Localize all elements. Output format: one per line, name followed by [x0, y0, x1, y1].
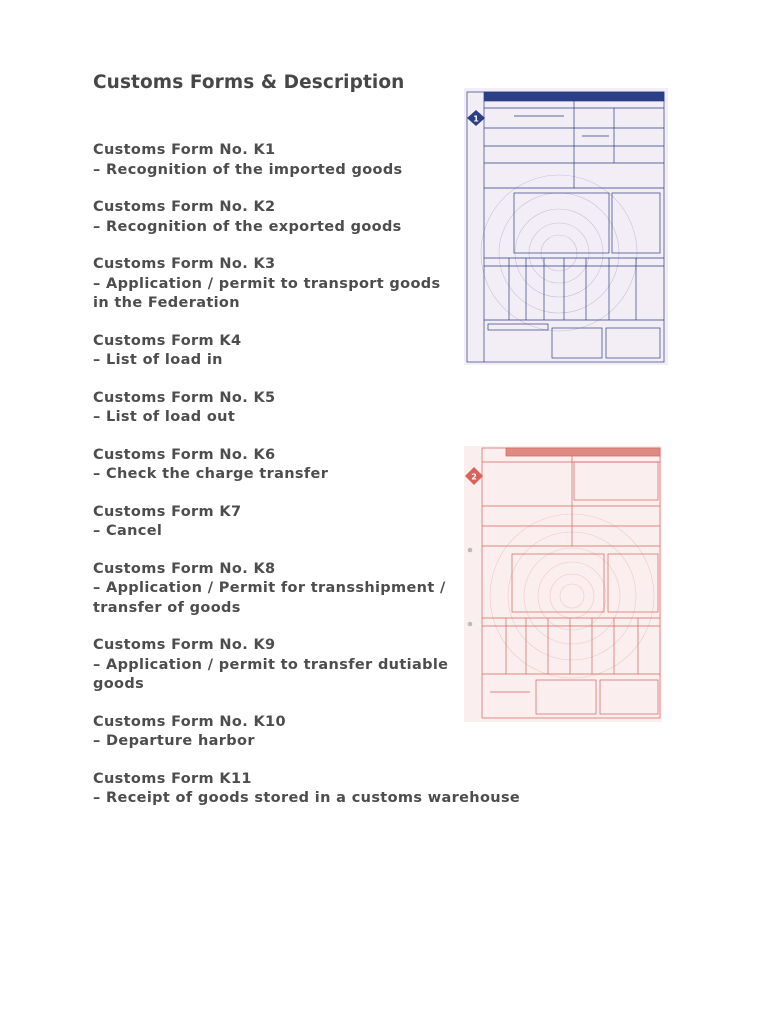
form-name: Customs Form No. K10 — [93, 713, 286, 730]
form-name: Customs Form No. K1 — [93, 142, 276, 158]
customs-form-scan-image-2 — [464, 446, 662, 722]
form-name: Customs Form No. K9 — [93, 637, 276, 653]
form-entry-k5 — [93, 389, 533, 428]
form-name: Customs Form K7 — [93, 503, 242, 520]
form-description: – Receipt of goods stored in a customs warehouse — [93, 790, 521, 806]
form-name: Customs Form No. K3 — [93, 256, 276, 272]
form-badge-2: 2 — [471, 472, 477, 482]
form-badge-1: 1 — [473, 114, 479, 124]
form-name: Customs Form No. K2 — [93, 199, 276, 215]
form-description: – Application / permit to transfer dutiable goods — [93, 656, 449, 692]
customs-form-drawing-2 — [464, 446, 662, 722]
form-name: Customs Form K11 — [93, 770, 252, 787]
customs-form-drawing-1 — [464, 88, 668, 365]
form-name: Customs Form No. K8 — [93, 560, 276, 577]
form-description: – Check the charge transfer — [93, 466, 329, 482]
form-description: – List of load out — [93, 409, 236, 425]
page-title: Customs Forms & Description — [93, 72, 405, 93]
punch-hole-icon — [468, 622, 473, 627]
form-name: Customs Form No. K5 — [93, 389, 276, 406]
form-entry-k11 — [93, 770, 533, 809]
form-name: Customs Form K4 — [93, 332, 242, 349]
form-description: – Application / permit to transport goods in the Federation — [93, 275, 441, 311]
punch-hole-icon — [468, 548, 473, 553]
form-description: – Application / Permit for transshipment / transfer of goods — [93, 580, 446, 616]
form-description: – Departure harbor — [93, 733, 255, 749]
form-description: – Recognition of the exported goods — [93, 218, 402, 235]
customs-form-scan-image-1 — [464, 88, 668, 365]
form-description: – List of load in — [93, 352, 223, 368]
form-name: Customs Form No. K6 — [93, 446, 276, 463]
form-description: – Recognition of the imported goods — [93, 161, 403, 178]
form-description: – Cancel — [93, 523, 163, 539]
